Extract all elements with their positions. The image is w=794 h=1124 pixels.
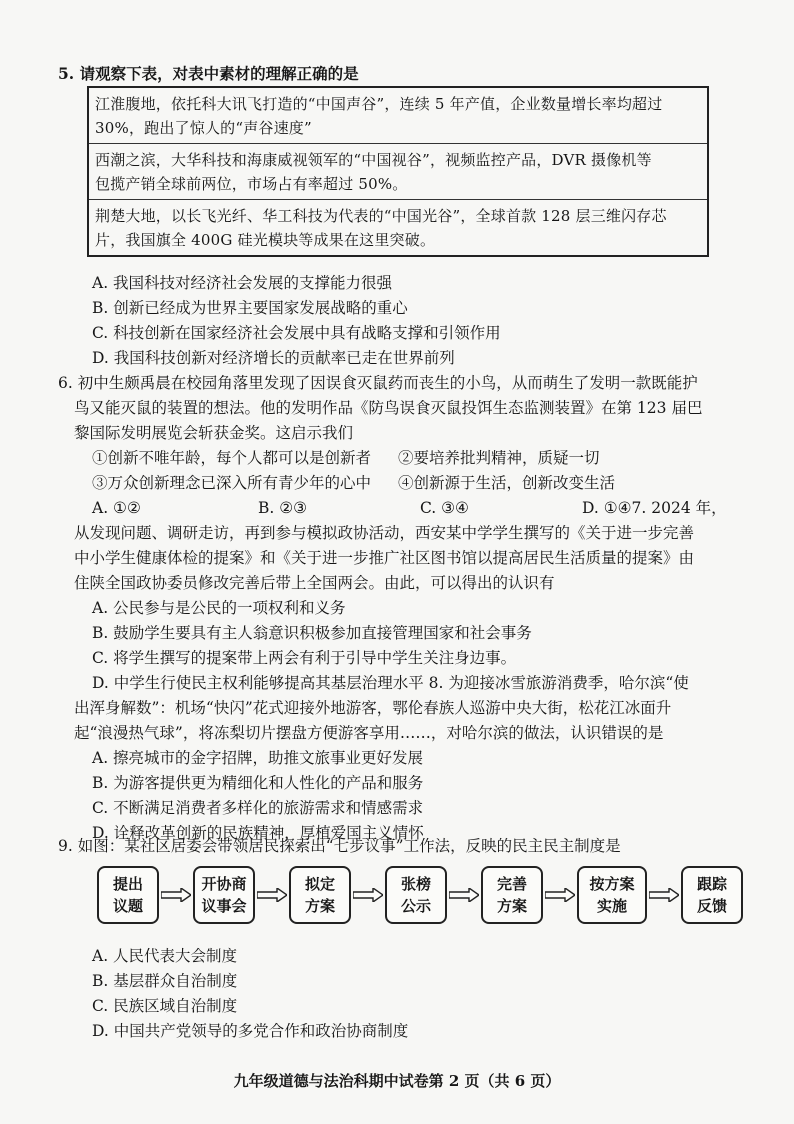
q7-stem-line3: 中小学生健康体检的提案》和《关于进一步推广社区图书馆以提高居民生活质量的提案》由 xyxy=(74,549,695,567)
q5-option-a[interactable]: A. 我国科技对经济社会发展的支撑能力很强 xyxy=(92,274,393,292)
q6-option-a[interactable]: A. ①② xyxy=(92,499,141,517)
flow-step-2: 开协商 议事会 xyxy=(193,866,255,924)
q5-stem: 5. 请观察下表，对表中素材的理解正确的是 xyxy=(58,64,359,83)
q7-option-d-and-q8-start[interactable]: D. 中学生行使民主权利能够提高其基层治理水平 8. 为迎接冰雪旅游消费季，哈尔滨“使 xyxy=(92,674,689,692)
table-row xyxy=(88,87,708,144)
q9-option-c[interactable]: C. 民族区域自治制度 xyxy=(92,997,238,1015)
q6-item-2: ②要培养批判精神，质疑一切 xyxy=(398,449,600,467)
q8-option-a[interactable]: A. 擦亮城市的金字招牌，助推文旅事业更好发展 xyxy=(92,749,424,767)
q8-option-c[interactable]: C. 不断满足消费者多样化的旅游需求和情感需求 xyxy=(92,799,424,817)
q7-stem-line4: 住陕全国政协委员修改完善后带上全国两会。由此，可以得出的认识有 xyxy=(74,574,555,592)
q7-option-b[interactable]: B. 鼓励学生要具有主人翁意识积极参加直接管理国家和社会事务 xyxy=(92,624,532,642)
flow-step-5: 完善 方案 xyxy=(481,866,543,924)
q6-stem-line1: 6. 初中生颇禹晨在校园角落里发现了因误食灭鼠药而丧生的小鸟，从而萌生了发明一款既能护 xyxy=(58,374,698,392)
q6-stem-line3: 黎国际发明展览会斩获金奖。这启示我们 xyxy=(74,424,354,442)
table-cell: 江淮腹地，依托科大讯飞打造的“中国声谷”，连续 5 年产值，企业数量增长率均超过 30%，跑出了惊人的“声谷速度” xyxy=(88,87,708,144)
flow-step-6: 按方案 实施 xyxy=(577,866,647,924)
page-footer: 九年级道德与法治科期中试卷第 2 页（共 6 页） xyxy=(233,1072,561,1090)
table-row xyxy=(88,144,708,200)
q9-option-a[interactable]: A. 人民代表大会制度 xyxy=(92,947,238,965)
q5-option-b[interactable]: B. 创新已经成为世界主要国家发展战略的重心 xyxy=(92,299,408,317)
q9-option-d[interactable]: D. 中国共产党领导的多党合作和政治协商制度 xyxy=(92,1022,409,1040)
flow-step-4: 张榜 公示 xyxy=(385,866,447,924)
q7-option-c[interactable]: C. 将学生撰写的提案带上两会有利于引导中学生关注身边事。 xyxy=(92,649,517,667)
q5-option-d[interactable]: D. 我国科技创新对经济增长的贡献率已走在世界前列 xyxy=(92,349,455,367)
q6-item-3: ③万众创新理念已深入所有青少年的心中 xyxy=(92,474,372,492)
table-cell: 荆楚大地，以长飞光纤、华工科技为代表的“中国光谷”，全球首款 128 层三维闪存芯 片，我国旗全 400G 硅光模块等成果在这里突破。 xyxy=(88,200,708,257)
arrow-right-icon xyxy=(449,888,479,902)
q8-stem-line2: 出浑身解数”：机场“快闪”花式迎接外地游客，鄂伦春族人巡游中央大街，松花江冰面升 xyxy=(74,699,672,717)
arrow-right-icon xyxy=(161,888,191,902)
q6-stem-line2: 鸟又能灭鼠的装置的想法。他的发明作品《防鸟误食灭鼠投饵生态监测装置》在第 123 届巴 xyxy=(74,399,703,417)
q6-option-d-and-q7-start[interactable]: D. ①④7. 2024 年， xyxy=(582,499,727,517)
q8-option-d[interactable]: D. 诠释改革创新的民族精神，厚植爱国主义情怀 xyxy=(92,824,424,842)
arrow-right-icon xyxy=(353,888,383,902)
flow-step-7: 跟踪 反馈 xyxy=(681,866,743,924)
arrow-right-icon xyxy=(257,888,287,902)
q6-option-c[interactable]: C. ③④ xyxy=(420,499,469,517)
q7-option-a[interactable]: A. 公民参与是公民的一项权利和义务 xyxy=(92,599,346,617)
q9-option-b[interactable]: B. 基层群众自治制度 xyxy=(92,972,238,990)
q6-item-1: ①创新不唯年龄，每个人都可以是创新者 xyxy=(92,449,372,467)
table-cell: 西潮之滨，大华科技和海康威视领军的“中国视谷”，视频监控产品，DVR 摄像机等 包揽产销全球前两位，市场占有率超过 50%。 xyxy=(88,144,708,200)
flow-step-1: 提出 议题 xyxy=(97,866,159,924)
q6-option-b[interactable]: B. ②③ xyxy=(258,499,308,517)
flow-step-3: 拟定 方案 xyxy=(289,866,351,924)
q9-stem: 9. 如图：某社区居委会带领居民探索出“七步议事”工作法，反映的民主民主制度是 xyxy=(58,837,621,855)
q6-item-4: ④创新源于生活，创新改变生活 xyxy=(398,474,616,492)
arrow-right-icon xyxy=(545,888,575,902)
q5-option-c[interactable]: C. 科技创新在国家经济社会发展中具有战略支撑和引领作用 xyxy=(92,324,501,342)
seven-step-flowchart xyxy=(97,866,727,928)
table-row xyxy=(88,200,708,257)
q7-stem-line2: 从发现问题、调研走访，再到参与模拟政协活动，西安某中学学生撰写的《关于进一步完善 xyxy=(74,524,695,542)
arrow-right-icon xyxy=(649,888,679,902)
q8-stem-line3: 起“浪漫热气球”，将冻梨切片摆盘方便游客享用……，对哈尔滨的做法，认识错误的是 xyxy=(74,724,664,742)
q5-material-table xyxy=(87,86,709,257)
q8-option-b[interactable]: B. 为游客提供更为精细化和人性化的产品和服务 xyxy=(92,774,424,792)
